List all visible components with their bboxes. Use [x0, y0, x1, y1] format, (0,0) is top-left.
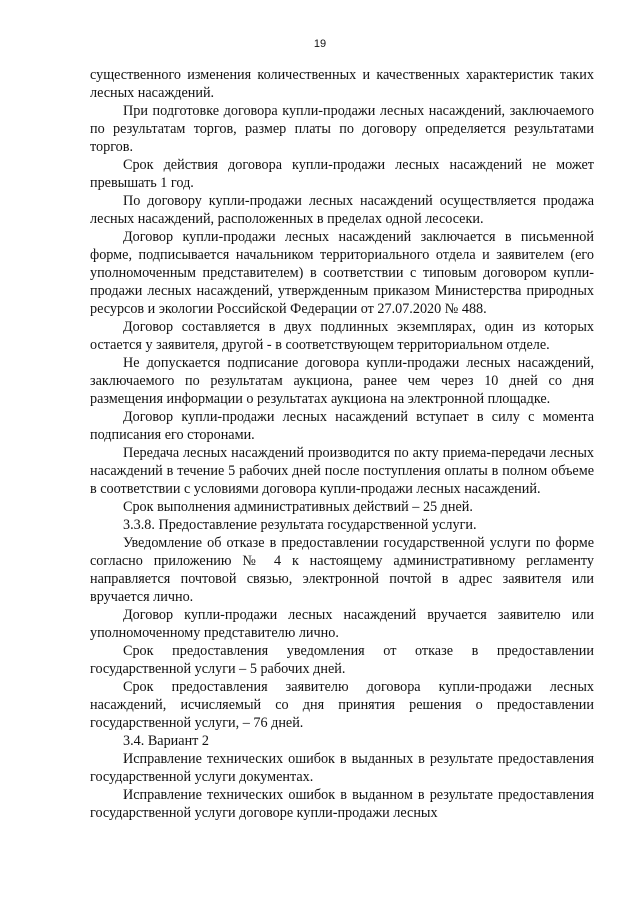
paragraph-admin-deadline: Срок выполнения административных действий – 25 дней.: [123, 499, 473, 515]
paragraph-continuation: существенного изменения количественных и качественных характеристик таких лесных насаждений.: [90, 67, 594, 101]
page-number: 19: [313, 38, 327, 50]
paragraph-notice-deadline: Срок предоставления уведомления от отказе в предоставлении государственной услуги – 5 рабочих дней.: [90, 643, 594, 677]
document-body: [90, 66, 594, 822]
paragraph-signing-delay: Не допускается подписание договора купли-продажи лесных насаждений, заключаемого по результатам аукциона, ранее чем через 10 дней со дня размещения информации о результатах аукциона на электронной площадке.: [90, 355, 594, 407]
section-heading-3-3-8: 3.3.8. Предоставление результата государственной услуги.: [123, 517, 477, 533]
paragraph-single-plot: По договору купли-продажи лесных насаждений осуществляется продажа лесных насаждений, расположенных в пределах одной лесосеки.: [90, 193, 594, 227]
paragraph-error-correction-contract: Исправление технических ошибок в выданном в результате предоставления государственной услуги договоре купли-продажи лесных: [90, 787, 594, 821]
paragraph-refusal-notice: Уведомление об отказе в предоставлении государственной услуги по форме согласно приложению № 4 к настоящему административному регламенту направляется почтовой связью, электронной почтой в адрес заявителя или вручается лично.: [90, 535, 594, 605]
paragraph-payment-by-auction: При подготовке договора купли-продажи лесных насаждений, заключаемого по результатам торгов, размер платы по договору определяется результатами торгов.: [90, 103, 594, 155]
paragraph-written-form: Договор купли-продажи лесных насаждений заключается в письменной форме, подписывается начальником территориального отдела и заявителем (его уполномоченным представителем) в соответствии с типовым договором купли-продажи лесных насаждений, утвержденным приказом Министерства природных ресурсов и экологии Российской Федерации от 27.07.2020 № 488.: [90, 229, 594, 317]
paragraph-contract-delivery: Договор купли-продажи лесных насаждений вручается заявителю или уполномоченному представителю лично.: [90, 607, 594, 641]
section-heading-3-4: 3.4. Вариант 2: [123, 733, 210, 749]
paragraph-contract-deadline: Срок предоставления заявителю договора купли-продажи лесных насаждений, исчисляемый со дня принятия решения о предоставлении государственной услуги, – 76 дней.: [90, 679, 594, 731]
paragraph-contract-term: Срок действия договора купли-продажи лесных насаждений не может превышать 1 год.: [90, 157, 594, 191]
paragraph-entry-into-force: Договор купли-продажи лесных насаждений вступает в силу с момента подписания его сторонами.: [90, 409, 594, 443]
paragraph-error-correction-documents: Исправление технических ошибок в выданных в результате предоставления государственной услуги документах.: [90, 751, 594, 785]
paragraph-two-copies: Договор составляется в двух подлинных экземплярах, один из которых остается у заявителя, другой - в соответствующем территориальном отделе.: [90, 319, 594, 353]
paragraph-transfer-act: Передача лесных насаждений производится по акту приема-передачи лесных насаждений в течение 5 рабочих дней после поступления оплаты в полном объеме в соответствии с условиями договора купли-продажи лесных насаждений.: [90, 445, 594, 497]
